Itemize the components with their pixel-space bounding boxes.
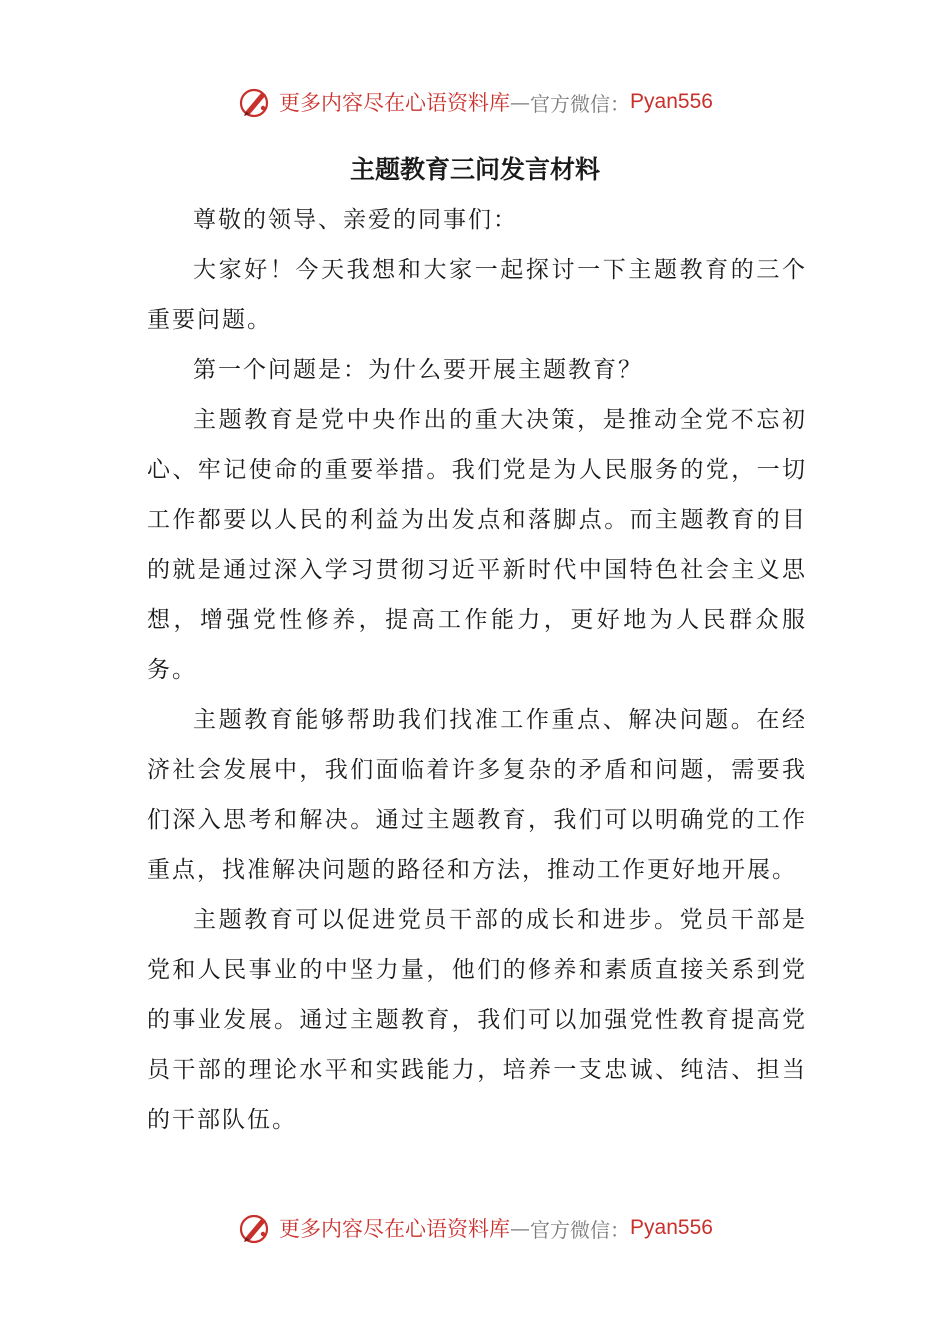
header-watermark bbox=[0, 82, 950, 122]
paragraph-body: 主题教育是党中央作出的重大决策，是推动全党不忘初心、牢记使命的重要举措。我们党是为人民服务的党，一切工作都要以人民的利益为出发点和落脚点。而主题教育的目的就是通过深入学习贯彻习近平新时代中国特色社会主义思想，增强党性修养，提高工作能力，更好地为人民群众服务。 bbox=[147, 407, 807, 683]
watermark-separator: — bbox=[510, 1216, 531, 1240]
paragraph-salutation: 尊敬的领导、亲爱的同事们： bbox=[193, 207, 518, 233]
paragraph-question-one: 第一个问题是：为什么要开展主题教育？ bbox=[193, 357, 643, 383]
paragraph-body: 主题教育能够帮助我们找准工作重点、解决问题。在经济社会发展中，我们面临着许多复杂的矛盾和问题，需要我们深入思考和解决。通过主题教育，我们可以明确党的工作重点，找准解决问题的路径和方法，推动工作更好地开展。 bbox=[147, 707, 807, 883]
pen-logo-icon bbox=[237, 84, 273, 120]
paragraph-greeting: 大家好！今天我想和大家一起探讨一下主题教育的三个重要问题。 bbox=[147, 257, 807, 333]
watermark-site-text: 更多内容尽在心语资料库 bbox=[279, 1217, 511, 1241]
document-title: 主题教育三问发言材料 bbox=[349, 155, 600, 184]
watermark-account: Pyan556 bbox=[630, 90, 713, 113]
watermark-site-text: 更多内容尽在心语资料库 bbox=[279, 91, 511, 115]
paragraph-body: 主题教育可以促进党员干部的成长和进步。党员干部是党和人民事业的中坚力量，他们的修养和素质直接关系到党的事业发展。通过主题教育，我们可以加强党性教育提高党员干部的理论水平和实践能力，培养一支忠诚、纯洁、担当的干部队伍。 bbox=[147, 907, 807, 1133]
footer-watermark bbox=[0, 1208, 950, 1248]
watermark-label: 官方微信： bbox=[530, 91, 631, 116]
document-body bbox=[147, 195, 807, 1145]
pen-logo-icon bbox=[237, 1210, 273, 1246]
watermark-label: 官方微信： bbox=[530, 1217, 631, 1242]
watermark-account: Pyan556 bbox=[630, 1216, 713, 1239]
watermark-separator: — bbox=[510, 90, 531, 114]
